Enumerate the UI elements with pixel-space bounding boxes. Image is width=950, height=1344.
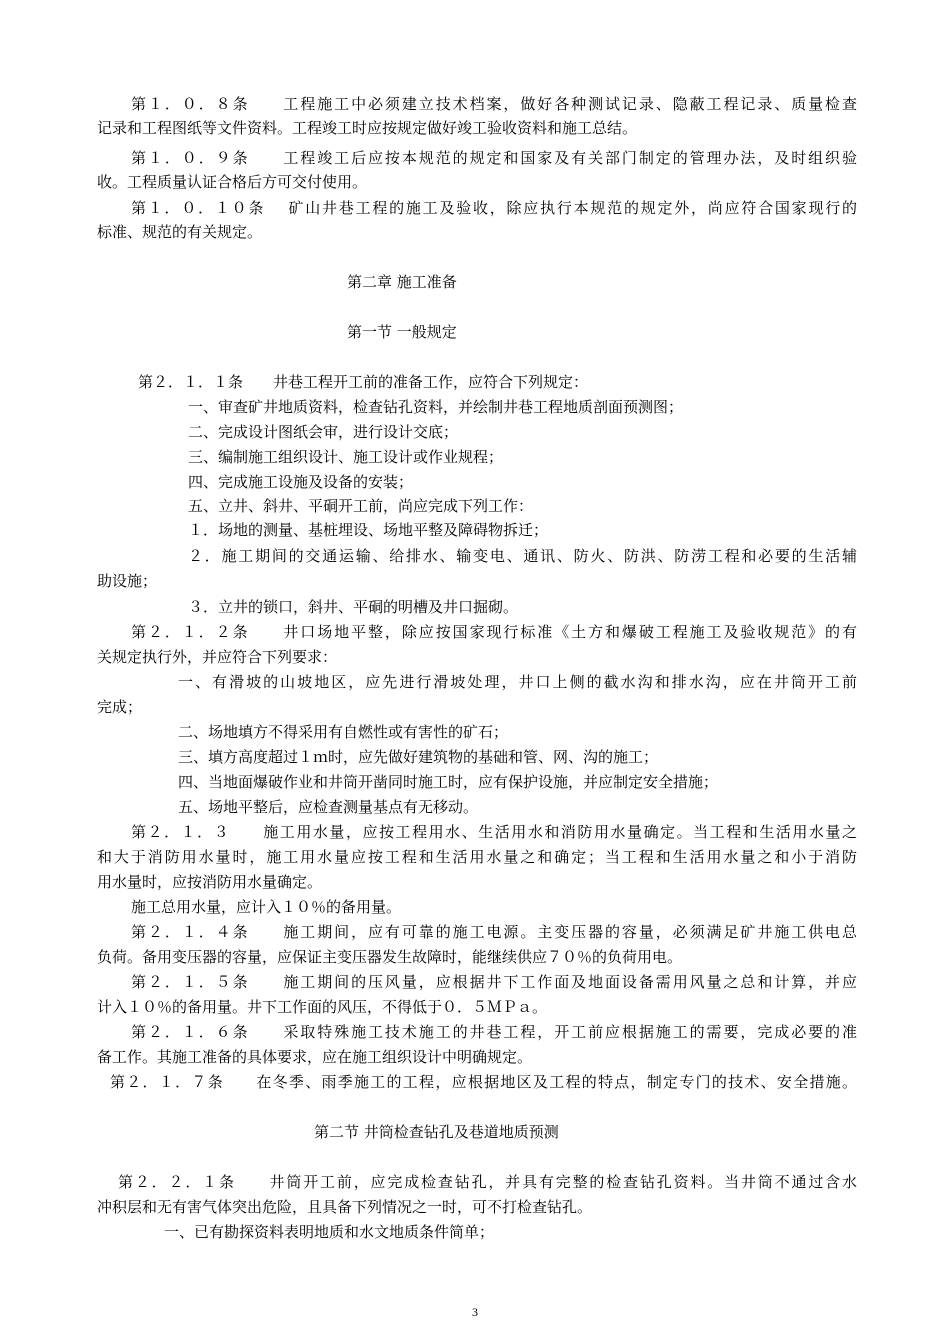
para-water-total: 施工总用水量，应计入１０％的备用量。 (131, 898, 402, 916)
para-2-1-5-line2: 计入１０％的备用量。井下工作面的风压，不得低于０．５ＭＰａ。 (97, 998, 548, 1016)
para-1-0-8-line2: 记录和工程图纸等文件资料。工程竣工时应按规定做好竣工验收资料和施工总结。 (97, 119, 638, 137)
para-2-1-6-line1: 第２．１．６条 采取特殊施工技术施工的井巷工程，开工前应根据施工的需要，完成必要的准 (131, 1023, 857, 1041)
para-1-0-8-line1: 第１．０．８条 工程施工中必须建立技术档案，做好各种测试记录、隐蔽工程记录、质量检查 (131, 95, 857, 113)
para-2-1-5-line1: 第２．１．５条 施工期间的压风量，应根据井下工作面及地面设备需用风量之总和计算，并应 (131, 973, 857, 991)
list-item: 三、编制施工组织设计、施工设计或作业规程； (188, 448, 504, 466)
para-1-0-9-line1: 第１．０．９条 工程竣工后应按本规范的规定和国家及有关部门制定的管理办法，及时组织验 (131, 149, 857, 167)
para-2-2-1-line1: 第２．２．１条 井筒开工前，应完成检查钻孔，并具有完整的检查钻孔资料。当井筒不通过含水 (118, 1173, 857, 1191)
section-title-2: 第二节 井筒检查钻孔及巷道地质预测 (314, 1123, 559, 1141)
para-2-1-1-line1: 第２．１．１条 井巷工程开工前的准备工作，应符合下列规定： (138, 373, 589, 391)
para-2-1-4-line2: 负荷。备用变压器的容量，应保证主变压器发生故障时，能继续供应７０％的负荷用电。 (97, 948, 683, 966)
page-number: 3 (472, 1305, 478, 1319)
list-item: 一、有滑坡的山坡地区，应先进行滑坡处理，井口上侧的截水沟和排水沟，应在井筒开工前 (178, 673, 857, 691)
para-2-1-2-line1: 第２．１．２条 井口场地平整，除应按国家现行标准《土方和爆破工程施工及验收规范》的有 (131, 623, 857, 641)
list-item: 五、立井、斜井、平硐开工前，尚应完成下列工作： (188, 497, 534, 515)
para-2-1-6-line2: 备工作。其施工准备的具体要求，应在施工组织设计中明确规定。 (97, 1048, 533, 1066)
para-2-2-1-line2: 冲积层和无有害气体突出危险，且具备下列情况之一时，可不打检查钻孔。 (97, 1198, 593, 1216)
list-item-cont: 完成； (97, 698, 143, 716)
list-item: 二、场地填方不得采用有自燃性或有害性的矿石； (178, 723, 509, 741)
chapter-title: 第二章 施工准备 (347, 273, 457, 291)
para-2-1-4-line1: 第２．１．４条 施工期间，应有可靠的施工电源。主变压器的容量，必须满足矿井施工供电总 (131, 923, 857, 941)
sub-list-item-cont: 助设施； (97, 572, 158, 590)
para-1-0-9-line2: 收。工程质量认证合格后方可交付使用。 (97, 173, 368, 191)
para-1-0-10-line2: 标准、规范的有关规定。 (97, 223, 263, 241)
list-item: 一、已有勘探资料表明地质和水文地质条件简单； (164, 1223, 495, 1241)
para-1-0-10-line1: 第１．０．１０条 矿山井巷工程的施工及验收，除应执行本规范的规定外，尚应符合国家现行的 (131, 199, 857, 217)
sub-list-item: １．场地的测量、基桩埋设、场地平整及障碍物拆迁； (188, 521, 549, 539)
list-item: 四、完成施工设施及设备的安装； (188, 473, 414, 491)
list-item: 四、当地面爆破作业和井筒开凿同时施工时，应有保护设施，并应制定安全措施； (178, 773, 719, 791)
para-2-1-3-line1: 第２．１．３ 施工用水量，应按工程用水、生活用水和消防用水量确定。当工程和生活用水量之 (131, 823, 857, 841)
para-2-1-3-line3: 用水量时，应按消防用水量确定。 (97, 873, 323, 891)
sub-list-item: ３．立井的锁口，斜井、平硐的明槽及井口掘砌。 (188, 598, 519, 616)
para-2-1-3-line2: 和大于消防用水量时，施工用水量应按工程和生活用水量之和确定；当工程和生活用水量之和小于消防 (97, 848, 857, 866)
list-item: 二、完成设计图纸会审，进行设计交底； (188, 423, 459, 441)
list-item: 一、审查矿井地质资料，检查钻孔资料，并绘制井巷工程地质剖面预测图； (188, 398, 684, 416)
list-item: 三、填方高度超过１ｍ时，应先做好建筑物的基础和管、网、沟的施工； (178, 748, 659, 766)
section-title-1: 第一节 一般规定 (347, 323, 457, 341)
sub-list-item: ２．施工期间的交通运输、给排水、输变电、通讯、防火、防洪、防涝工程和必要的生活辅 (188, 547, 857, 565)
para-2-1-7: 第２．１．７条 在冬季、雨季施工的工程，应根据地区及工程的特点，制定专门的技术、安全措施。 (110, 1073, 857, 1091)
para-2-1-2-line2: 关规定执行外，并应符合下列要求： (97, 648, 338, 666)
list-item: 五、场地平整后，应检查测量基点有无移动。 (178, 798, 479, 816)
